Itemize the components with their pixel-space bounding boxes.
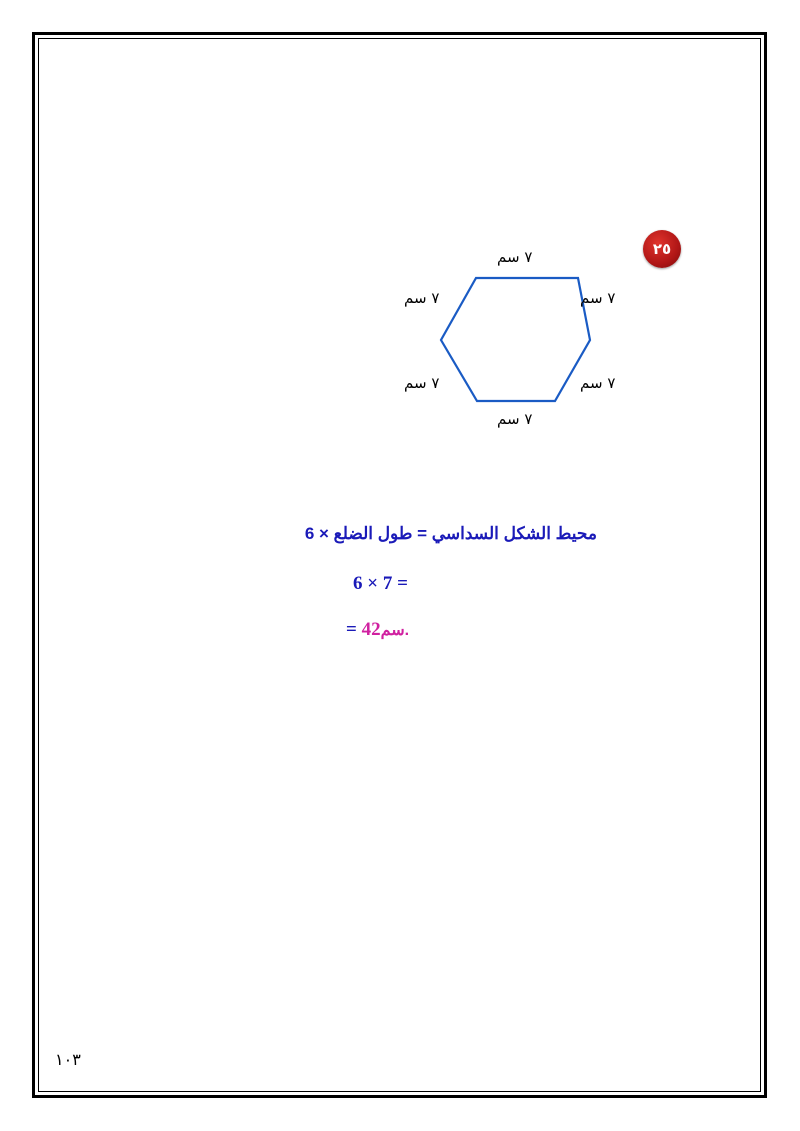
problem-number-badge — [643, 230, 681, 268]
page-number: ١٠٣ — [55, 1050, 81, 1069]
side-label-lower-right: ٧ سم — [580, 374, 616, 392]
side-label-top: ٧ سم — [497, 248, 533, 266]
side-label-upper-left: ٧ سم — [404, 289, 440, 307]
hexagon-figure — [430, 268, 605, 408]
side-label-bottom: ٧ سم — [497, 410, 533, 428]
result-line — [346, 619, 409, 641]
side-label-lower-left: ٧ سم — [404, 374, 440, 392]
side-label-upper-right: ٧ سم — [580, 289, 616, 307]
result-equals: = — [346, 619, 362, 640]
hexagon-shape — [441, 278, 590, 401]
page-border-inner — [38, 38, 761, 1092]
result-unit: سم. — [380, 622, 410, 639]
perimeter-formula: محيط الشكل السداسي = طول الضلع × 6 — [304, 524, 597, 543]
result-value: 42 — [361, 619, 381, 640]
multiplication-step: 6 × 7 = — [353, 573, 408, 594]
problem-number: ٢٥ — [652, 239, 672, 258]
